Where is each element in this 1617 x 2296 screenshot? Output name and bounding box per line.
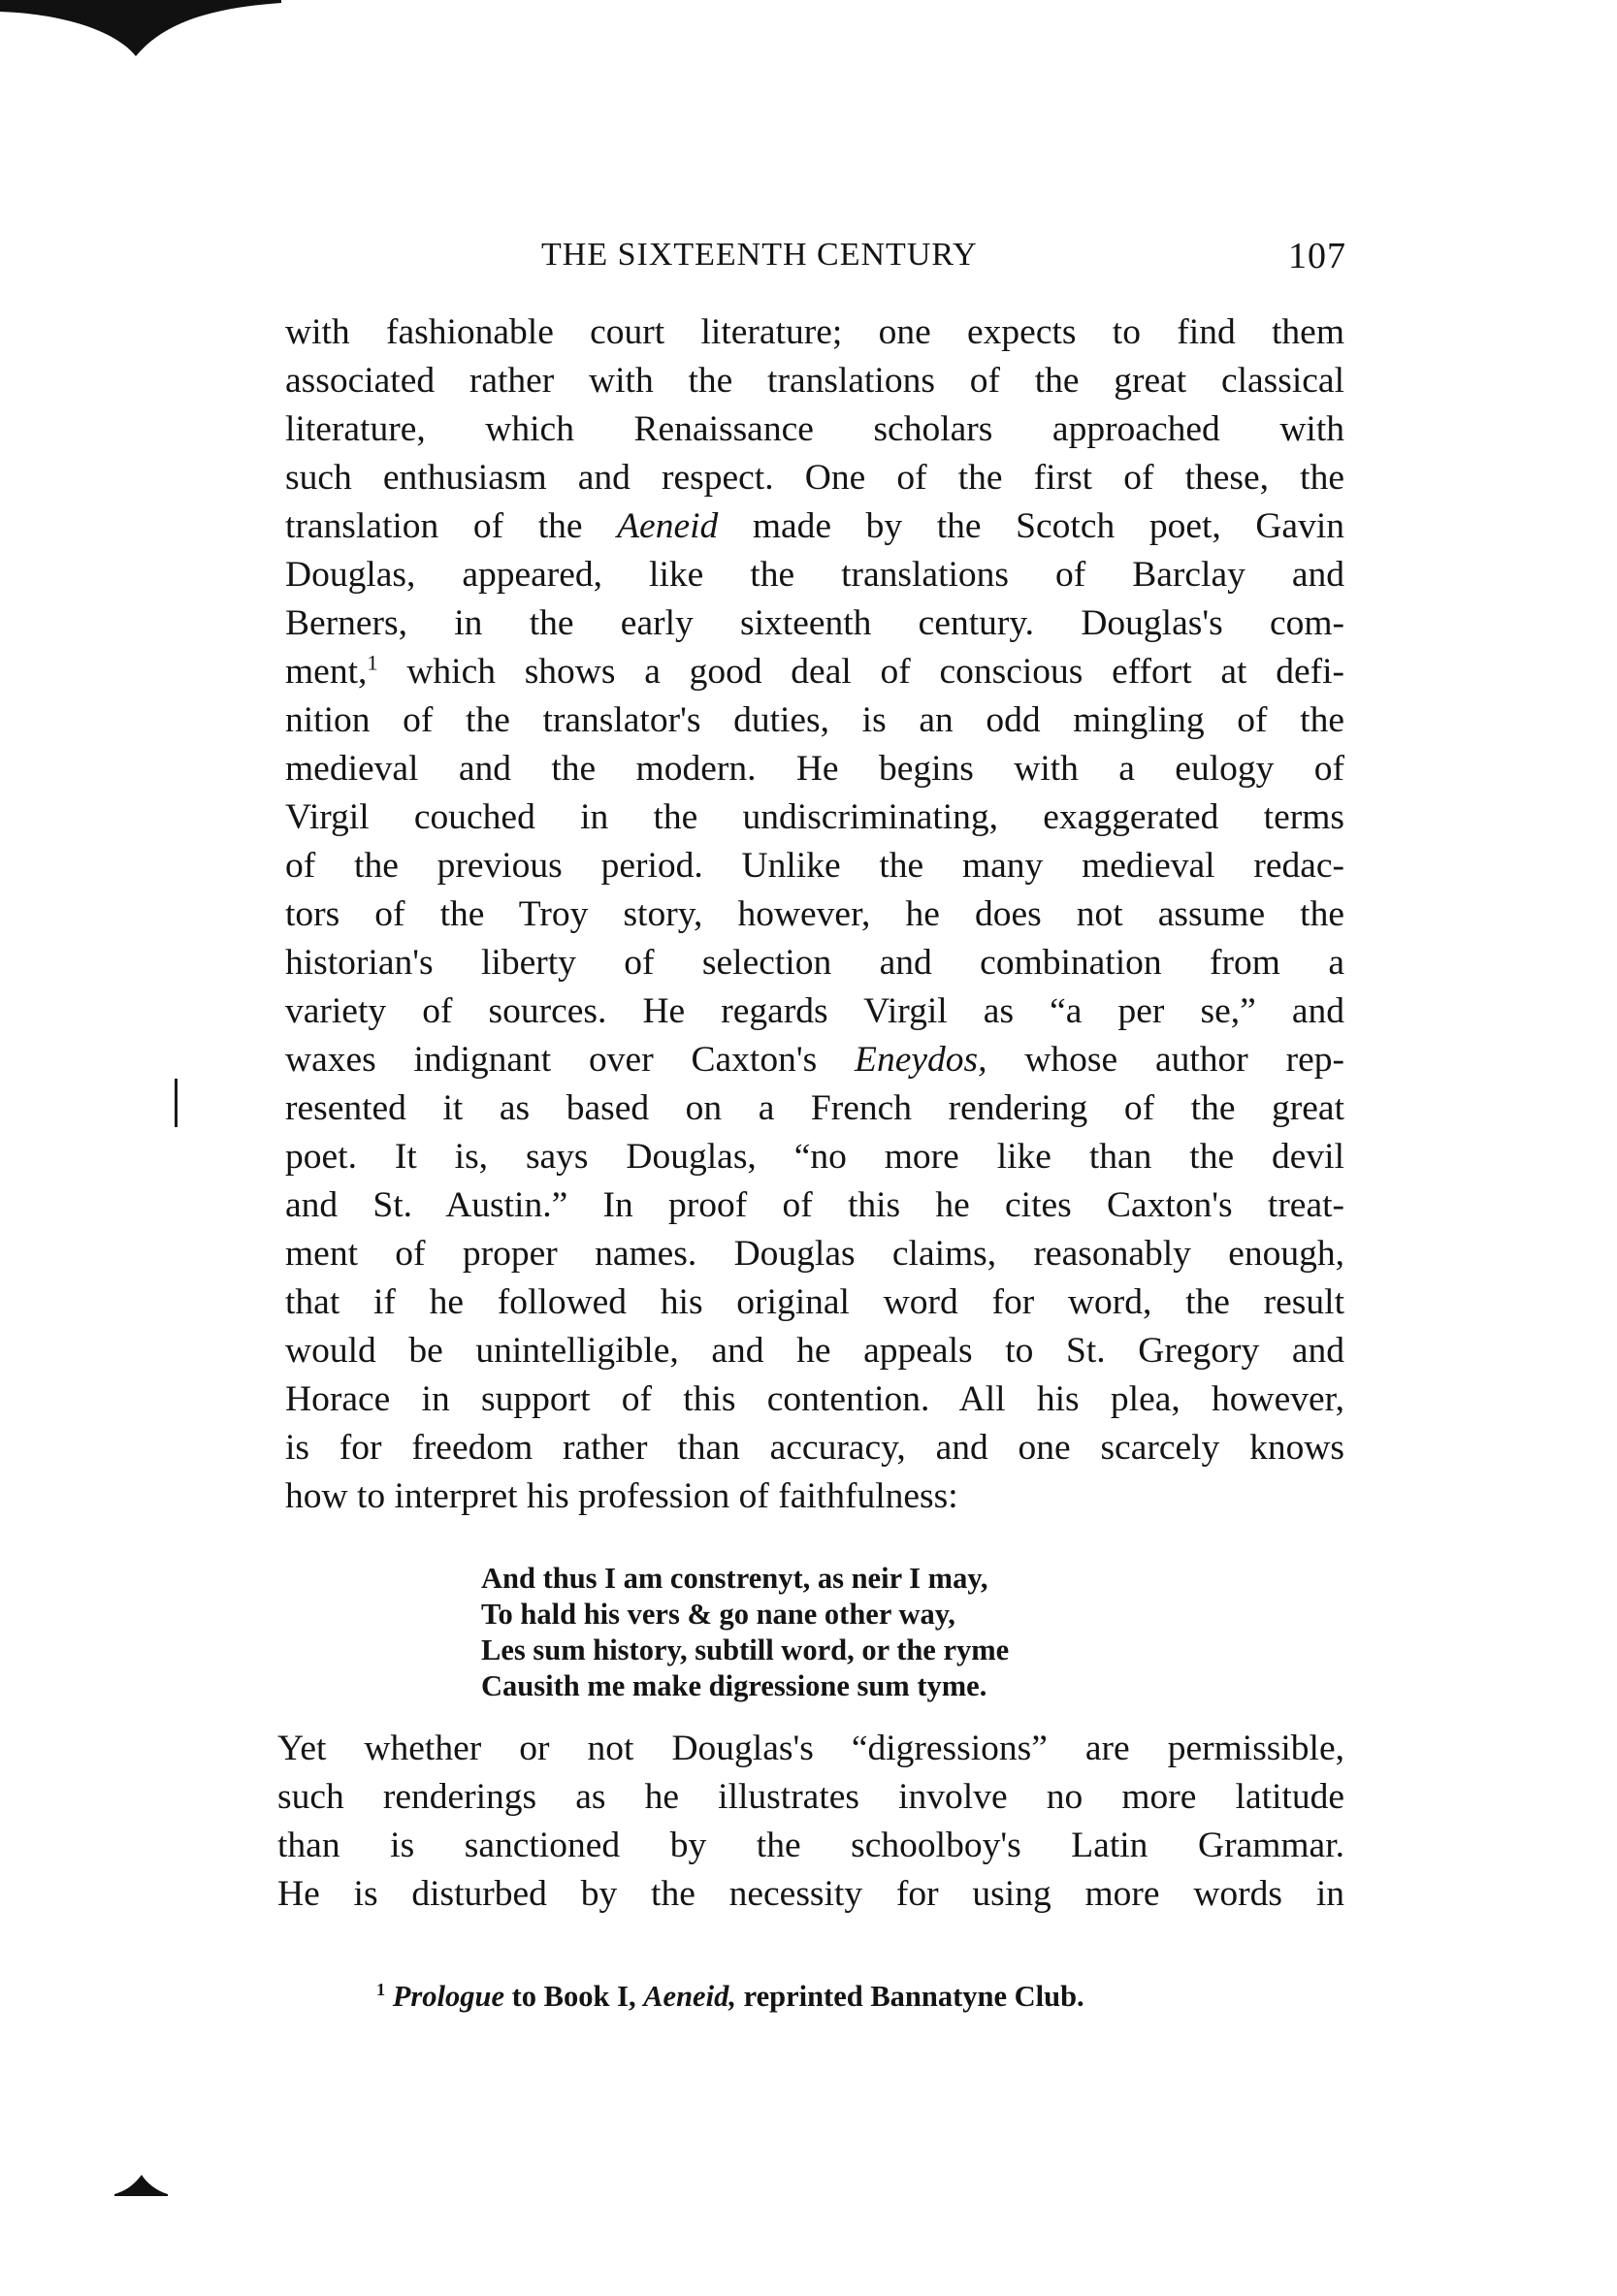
verse-quotation [481,1561,1160,1704]
text-line: poet. It is, says Douglas, “no more like than the devil [285,1137,1344,1177]
text-line: medieval and the modern. He begins with a eulogy of [285,749,1344,789]
text-line: such renderings as he illustrates involve no more latitude [277,1777,1344,1817]
margin-mark [175,1079,178,1127]
italic-title: Eneydos, [855,1040,987,1080]
scan-corner-mark-top [0,0,281,58]
footnote-ref: 1 [367,650,378,675]
verse-line: To hald his vers & go nane other way, [481,1598,955,1631]
text-segment: whose author rep- [986,1040,1344,1080]
text-line: Yet whether or not Douglas's “digressions” are permissible, [277,1729,1344,1768]
text-line [285,502,1344,551]
text-line: literature, which Renaissance scholars approached with [285,409,1344,449]
text-line: associated rather with the translations of the great classical [285,361,1344,401]
text-line: nition of the translator's duties, is an odd mingling of the [285,700,1344,740]
italic-title: Aeneid [617,506,719,546]
running-head-title: THE SIXTEENTH CENTURY [541,237,978,273]
page-number: 107 [1288,236,1346,276]
text-line: historian's liberty of selection and combination from a [285,943,1344,983]
footnote-text: to Book I, [504,1980,644,2013]
text-line: tors of the Troy story, however, he does not assume the [285,894,1344,934]
text-line: is for freedom rather than accuracy, and one scarcely knows [285,1428,1344,1468]
footnote-italic: Prologue [392,1980,504,2013]
text-line: such enthusiasm and respect. One of the first of these, the [285,458,1344,498]
text-line: how to interpret his profession of faithfulness: [285,1476,958,1516]
text-line: variety of sources. He regards Virgil as “a per se,” and [285,991,1344,1031]
footnote [376,1980,1249,2014]
text-line: Horace in support of this contention. All his plea, however, [285,1379,1344,1419]
footnote-italic: Aeneid, [643,1980,736,2013]
text-segment: waxes indignant over Caxton's [285,1040,856,1080]
verse-line: Les sum history, subtill word, or the ryme [481,1633,1010,1666]
text-line [285,648,1344,696]
verse-line: Causith me make digressione sum tyme. [481,1669,987,1702]
text-segment: ment, [285,652,368,692]
scan-corner-mark-bottom [114,2175,168,2196]
text-line: Berners, in the early sixteenth century. Douglas's com- [285,603,1344,643]
footnote-marker: 1 [376,1980,386,2000]
verse-line: And thus I am constrenyt, as neir I may, [481,1562,988,1595]
footnote-text: reprinted Bannatyne Club. [735,1980,1084,2013]
text-line: Douglas, appeared, like the translations of Barclay and [285,555,1344,595]
text-line: of the previous period. Unlike the many medieval redac- [285,846,1344,886]
text-line: that if he followed his original word for word, the result [285,1282,1344,1322]
text-line: He is disturbed by the necessity for using more words in [277,1874,1344,1914]
text-line: would be unintelligible, and he appeals to St. Gregory and [285,1331,1344,1371]
text-segment: which shows a good deal of conscious effort at defi- [377,652,1344,692]
text-line: resented it as based on a French rendering of the great [285,1088,1344,1128]
text-line: and St. Austin.” In proof of this he cites Caxton's treat- [285,1185,1344,1225]
main-paragraph [285,308,1344,1521]
text-line: than is sanctioned by the schoolboy's Latin Grammar. [277,1826,1344,1865]
text-line [285,1036,1344,1084]
text-segment: made by the Scotch poet, Gavin [718,506,1344,546]
text-line: ment of proper names. Douglas claims, reasonably enough, [285,1234,1344,1274]
text-line: with fashionable court literature; one expects to find them [285,312,1344,352]
text-line: Virgil couched in the undiscriminating, exaggerated terms [285,797,1344,837]
continuation-paragraph [277,1725,1344,1919]
running-head [541,237,1346,275]
text-segment: translation of the [285,506,618,546]
